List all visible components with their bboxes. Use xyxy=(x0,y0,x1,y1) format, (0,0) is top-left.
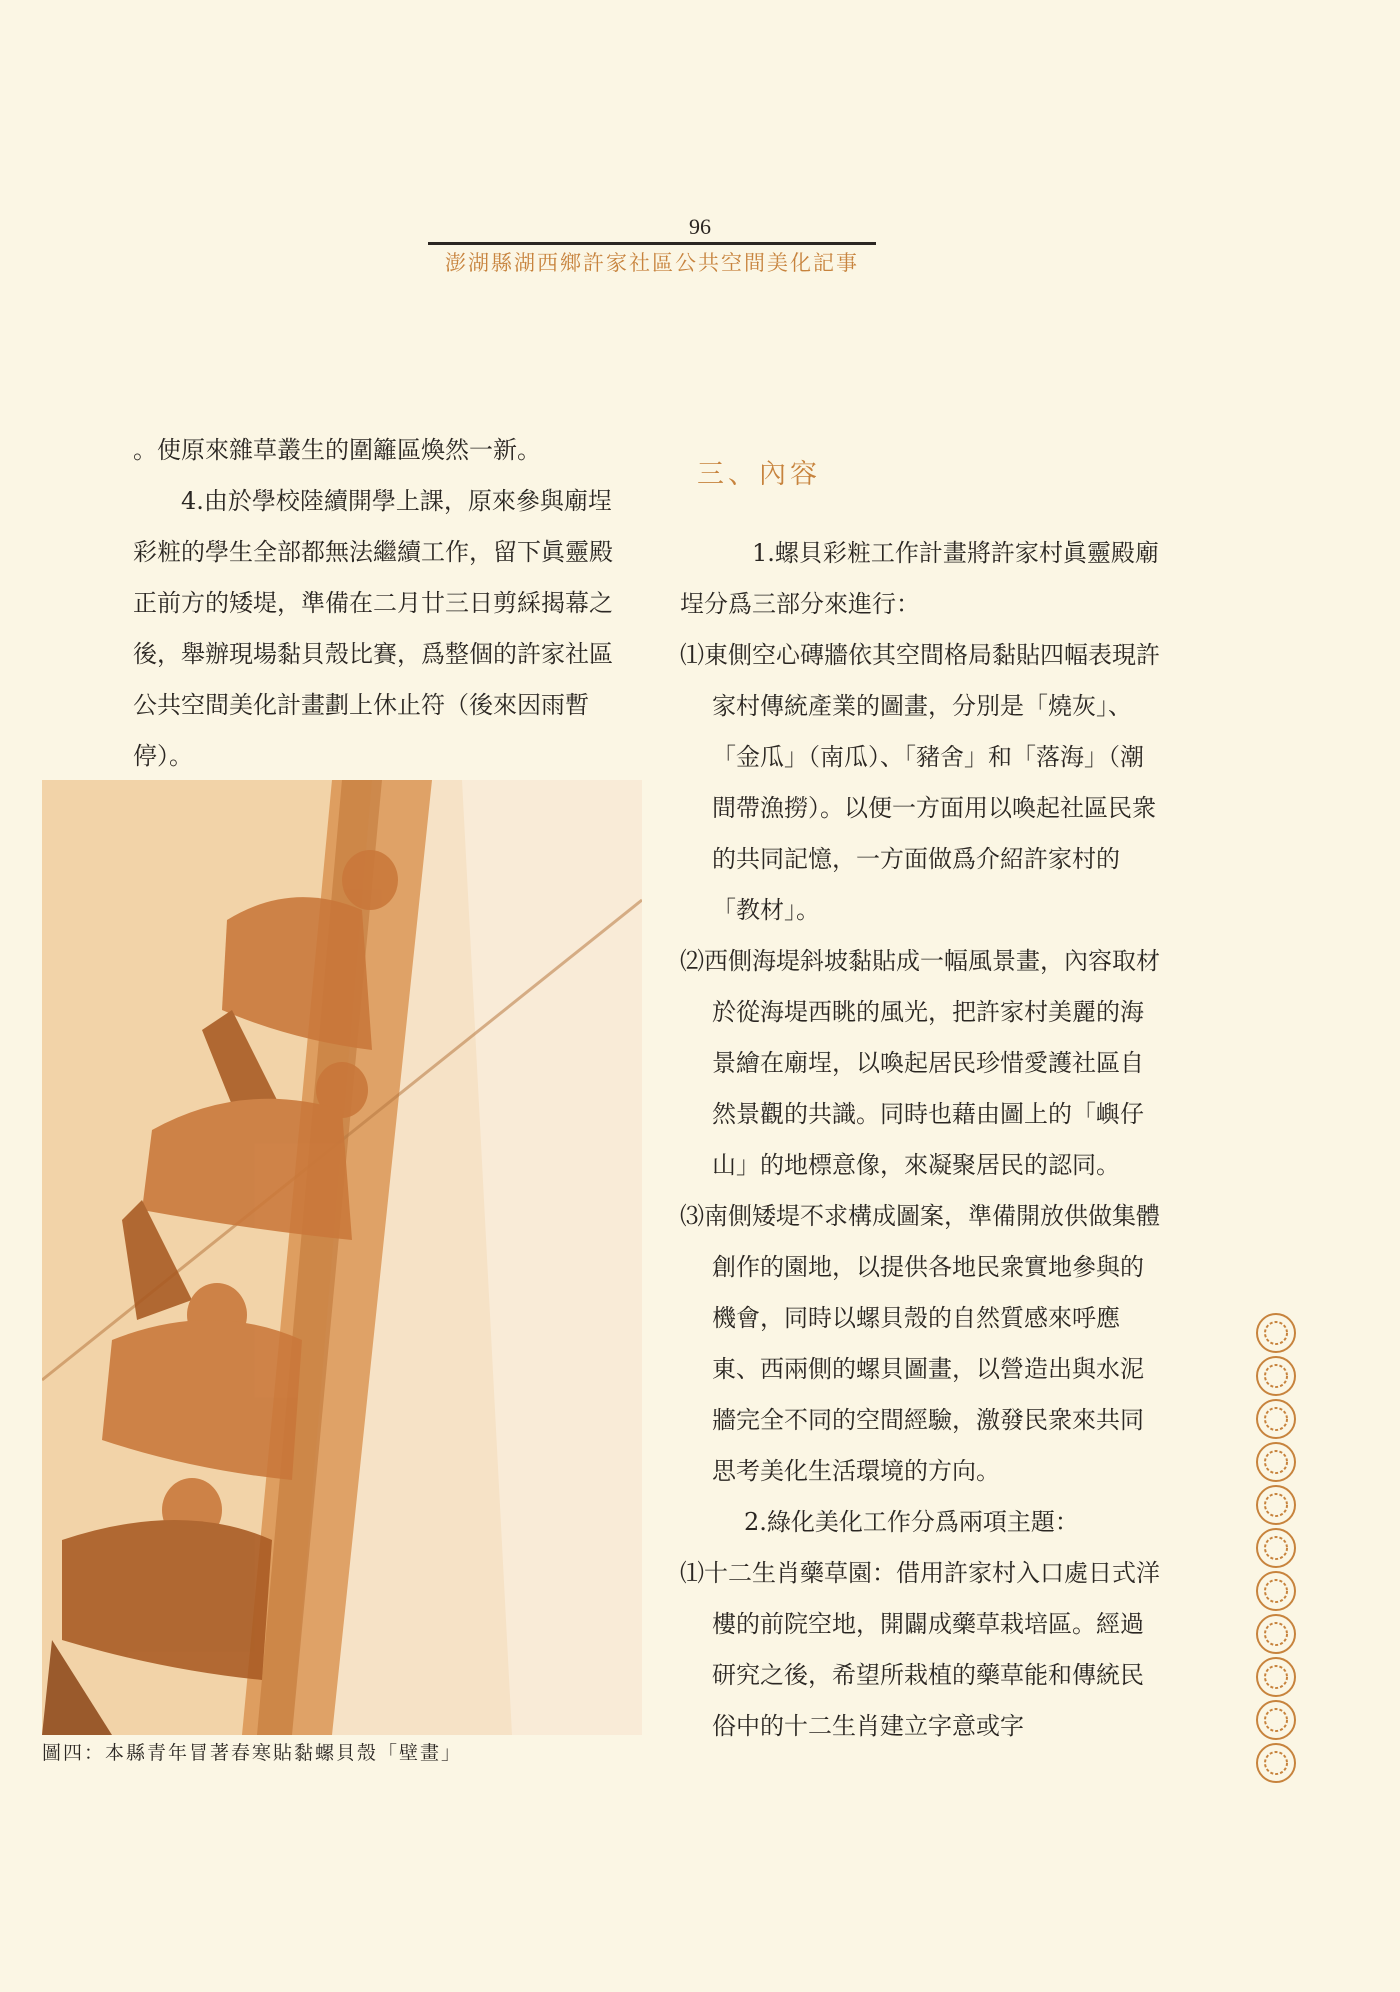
page-number: 96 xyxy=(689,214,711,239)
list-item-4: ⑴十二生肖藥草園：借用許家村入口處日式洋樓的前院空地，開闢成藥草栽培區。經過研究之後，希望所栽植的藥草能和傳統民俗中的十二生肖建立字意或字 xyxy=(680,1559,1160,1740)
ornament-medallion xyxy=(1257,1357,1295,1395)
figure-photo xyxy=(42,780,642,1735)
section-heading: 三、內容 xyxy=(697,459,821,490)
ornament-medallion-inner xyxy=(1265,1451,1287,1473)
list-item-1: ⑴東側空心磚牆依其空間格局黏貼四幅表現許家村傳統產業的圖畫，分別是「燒灰」、「金瓜」（南瓜）、「豬舍」和「落海」（潮間帶漁撈）。以便一方面用以喚起社區民衆的共同記憶，一方面做爲介紹許家村的「教材」。 xyxy=(680,641,1160,924)
ornament-medallion-inner xyxy=(1265,1580,1287,1602)
ornament-medallion xyxy=(1257,1314,1295,1352)
left-paragraph-1: 。使原來雜草叢生的圍籬區煥然一新。 xyxy=(133,436,541,464)
list-item-3: ⑶南側矮堤不求構成圖案，準備開放供做集體創作的園地，以提供各地民衆實地參與的機會，同時以螺貝殼的自然質感來呼應東、西兩側的螺貝圖畫，以營造出與水泥牆完全不同的空間經驗，激發民衆來共同思考美化生活環境的方向。 xyxy=(680,1202,1160,1485)
figure-caption: 圖四：本縣青年冒著春寒貼黏螺貝殼「壁畫」 xyxy=(42,1742,463,1764)
left-column xyxy=(133,425,613,782)
ornament-medallion-inner xyxy=(1265,1709,1287,1731)
ornament-medallion xyxy=(1257,1744,1295,1782)
ornament-medallion xyxy=(1257,1486,1295,1524)
right-column xyxy=(680,528,1166,1752)
right-paragraph-2: 2.綠化美化工作分爲兩項主題： xyxy=(744,1508,1079,1536)
running-title: 澎湖縣湖西鄉許家社區公共空間美化記事 xyxy=(445,251,859,275)
ornament-medallion-inner xyxy=(1265,1408,1287,1430)
ornament-medallion xyxy=(1257,1615,1295,1653)
right-paragraph-1: 1.螺貝彩粧工作計畫將許家村眞靈殿廟埕分爲三部分來進行： xyxy=(680,539,1159,618)
ornament-medallion xyxy=(1257,1400,1295,1438)
ornament-medallion-inner xyxy=(1265,1623,1287,1645)
ornament-icon xyxy=(1254,1312,1298,1792)
ornament-medallion-inner xyxy=(1265,1537,1287,1559)
ornament-medallion-inner xyxy=(1265,1752,1287,1774)
ornament-medallion-inner xyxy=(1265,1666,1287,1688)
photo-illustration xyxy=(42,780,642,1735)
ornament-medallion-inner xyxy=(1265,1365,1287,1387)
decorative-ornament-strip xyxy=(1254,1312,1298,1792)
ornament-medallion-inner xyxy=(1265,1322,1287,1344)
ornament-medallion xyxy=(1257,1701,1295,1739)
left-paragraph-2: 4.由於學校陸續開學上課，原來參與廟埕彩粧的學生全部都無法繼續工作，留下眞靈殿正前方的矮堤，準備在二月廿三日剪綵揭幕之後，舉辦現場黏貝殼比賽，爲整個的許家社區公共空間美化計畫劃上休止符（後來因雨暫停）。 xyxy=(133,487,613,770)
header-rule xyxy=(428,242,876,245)
ornament-medallion-inner xyxy=(1265,1494,1287,1516)
ornament-medallion xyxy=(1257,1443,1295,1481)
ornament-medallion xyxy=(1257,1658,1295,1696)
ornament-medallion xyxy=(1257,1572,1295,1610)
ornament-medallion xyxy=(1257,1529,1295,1567)
list-item-2: ⑵西側海堤斜坡黏貼成一幅風景畫，內容取材於從海堤西眺的風光，把許家村美麗的海景繪在廟埕，以喚起居民珍惜愛護社區自然景觀的共識。同時也藉由圖上的「嶼仔山」的地標意像，來凝聚居民的認同。 xyxy=(680,947,1160,1179)
